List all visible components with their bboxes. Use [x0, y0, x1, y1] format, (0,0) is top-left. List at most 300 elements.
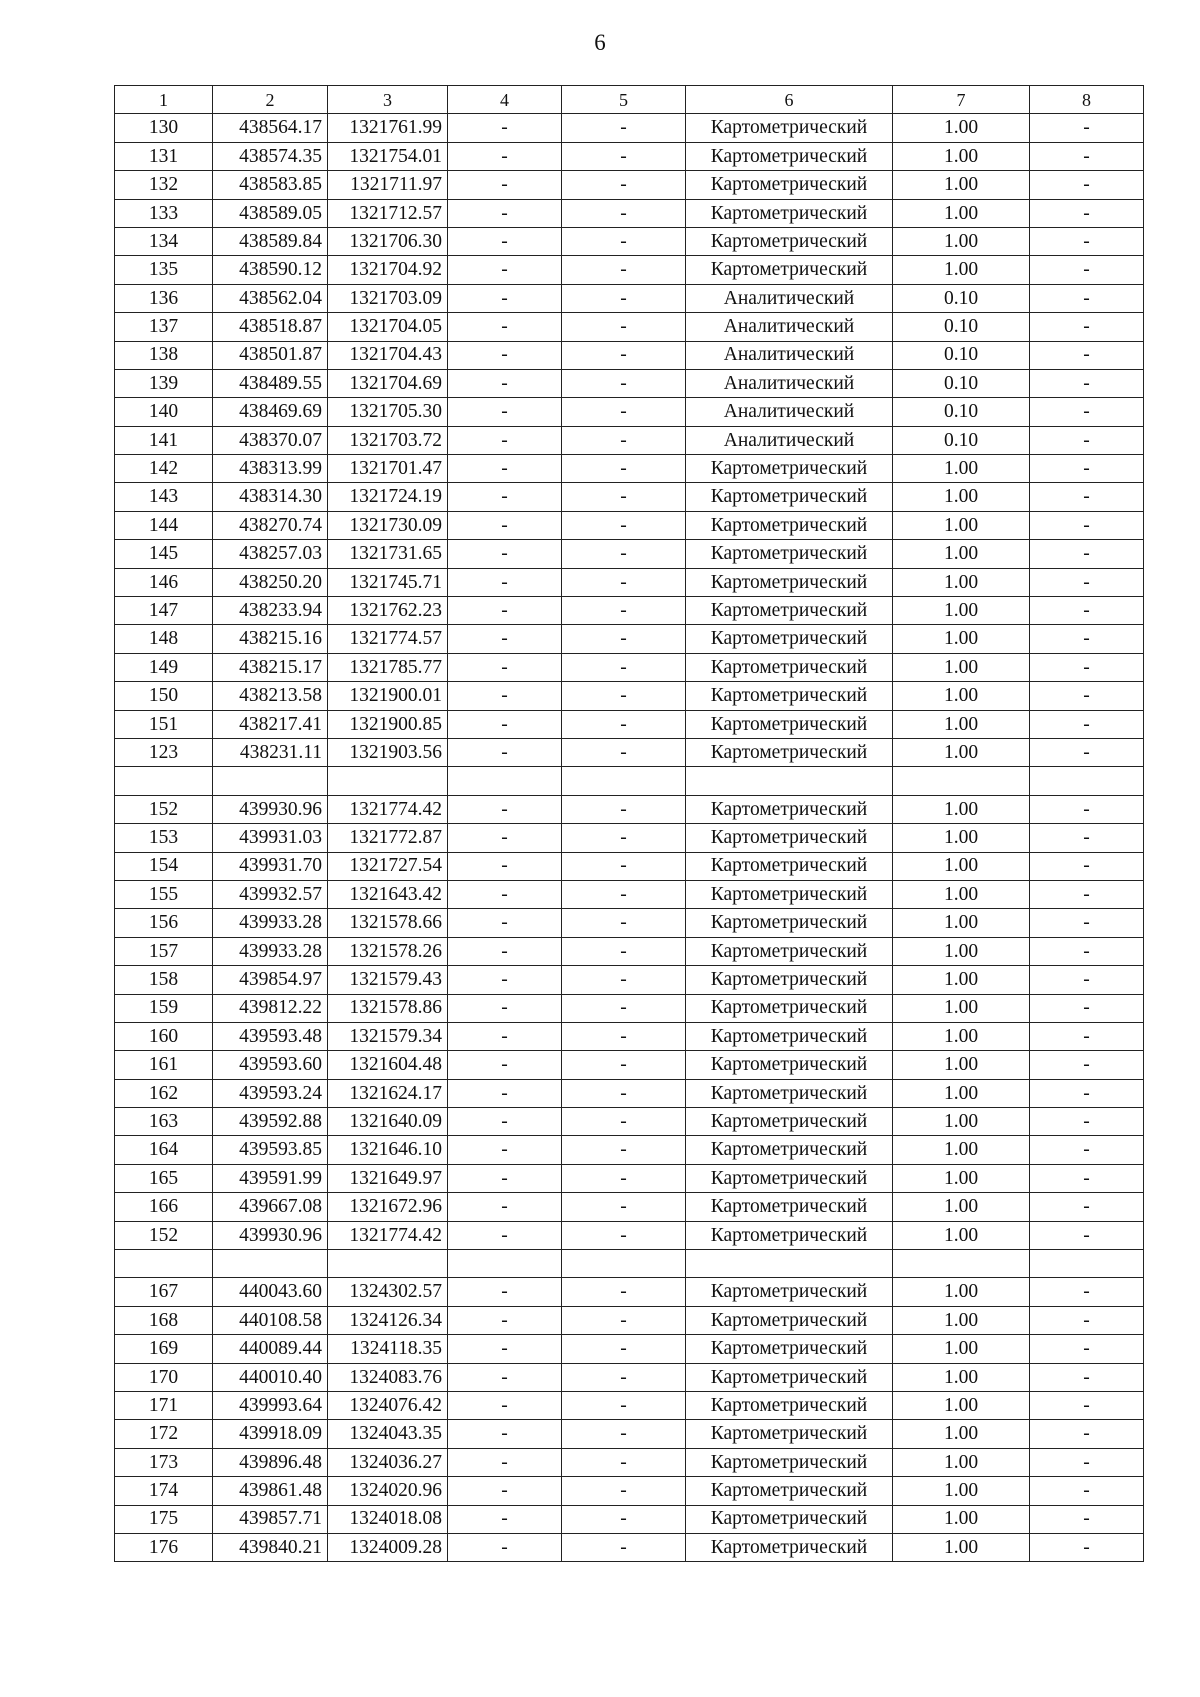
y-coordinate-cell: 1324126.34 — [328, 1306, 448, 1334]
table-row — [115, 398, 1144, 426]
col-5-cell: - — [562, 114, 686, 142]
table-row — [115, 852, 1144, 880]
col-4-cell: - — [448, 256, 562, 284]
point-number-cell: 176 — [115, 1533, 213, 1561]
table-row — [115, 369, 1144, 397]
x-coordinate-cell: 439593.85 — [213, 1136, 328, 1164]
col-4-cell: - — [448, 1391, 562, 1419]
method-cell — [686, 767, 893, 795]
col-8-cell: - — [1030, 1164, 1144, 1192]
col-8-cell: - — [1030, 341, 1144, 369]
method-cell: Картометрический — [686, 1533, 893, 1561]
method-cell: Картометрический — [686, 824, 893, 852]
x-coordinate-cell: 438370.07 — [213, 426, 328, 454]
accuracy-cell: 1.00 — [893, 1420, 1030, 1448]
point-number-cell — [115, 767, 213, 795]
method-cell: Картометрический — [686, 653, 893, 681]
col-4-cell: - — [448, 114, 562, 142]
y-coordinate-cell: 1321754.01 — [328, 142, 448, 170]
table-separator-row — [115, 767, 1144, 795]
y-coordinate-cell: 1324036.27 — [328, 1448, 448, 1476]
method-cell: Аналитический — [686, 341, 893, 369]
table-row — [115, 937, 1144, 965]
y-coordinate-cell: 1321727.54 — [328, 852, 448, 880]
col-5-cell: - — [562, 341, 686, 369]
col-5-cell: - — [562, 1108, 686, 1136]
method-cell: Картометрический — [686, 511, 893, 539]
table-row — [115, 171, 1144, 199]
col-8-cell: - — [1030, 1335, 1144, 1363]
method-cell: Картометрический — [686, 1164, 893, 1192]
y-coordinate-cell: 1321646.10 — [328, 1136, 448, 1164]
col-8-cell: - — [1030, 880, 1144, 908]
x-coordinate-cell: 438589.84 — [213, 227, 328, 255]
col-8-cell: - — [1030, 1221, 1144, 1249]
point-number-cell: 172 — [115, 1420, 213, 1448]
point-number-cell: 163 — [115, 1108, 213, 1136]
y-coordinate-cell: 1321704.92 — [328, 256, 448, 284]
method-cell: Картометрический — [686, 1108, 893, 1136]
x-coordinate-cell: 440089.44 — [213, 1335, 328, 1363]
y-coordinate-cell: 1321706.30 — [328, 227, 448, 255]
col-4-cell: - — [448, 1306, 562, 1334]
x-coordinate-cell: 438564.17 — [213, 114, 328, 142]
y-coordinate-cell: 1321900.85 — [328, 710, 448, 738]
col-5-cell: - — [562, 852, 686, 880]
table-row — [115, 1164, 1144, 1192]
accuracy-cell: 1.00 — [893, 1164, 1030, 1192]
y-coordinate-cell: 1321900.01 — [328, 682, 448, 710]
col-8-cell: - — [1030, 937, 1144, 965]
table-row — [115, 114, 1144, 142]
point-number-cell: 168 — [115, 1306, 213, 1334]
col-4-cell: - — [448, 710, 562, 738]
method-cell: Картометрический — [686, 1477, 893, 1505]
accuracy-cell — [893, 767, 1030, 795]
col-5-cell: - — [562, 483, 686, 511]
y-coordinate-cell: 1324018.08 — [328, 1505, 448, 1533]
table-row — [115, 1278, 1144, 1306]
accuracy-cell: 0.10 — [893, 313, 1030, 341]
col-5-cell: - — [562, 738, 686, 766]
col-5-cell — [562, 767, 686, 795]
x-coordinate-cell: 439918.09 — [213, 1420, 328, 1448]
table-separator-row — [115, 1250, 1144, 1278]
col-8-cell: - — [1030, 682, 1144, 710]
col-8-cell: - — [1030, 1505, 1144, 1533]
col-5-cell: - — [562, 824, 686, 852]
point-number-cell: 136 — [115, 284, 213, 312]
method-cell: Картометрический — [686, 710, 893, 738]
method-cell: Картометрический — [686, 114, 893, 142]
col-4-cell: - — [448, 1079, 562, 1107]
table-row — [115, 1363, 1144, 1391]
point-number-cell: 148 — [115, 625, 213, 653]
table-row — [115, 1448, 1144, 1476]
col-8-cell — [1030, 767, 1144, 795]
y-coordinate-cell: 1321712.57 — [328, 199, 448, 227]
accuracy-cell: 1.00 — [893, 1306, 1030, 1334]
x-coordinate-cell: 439861.48 — [213, 1477, 328, 1505]
x-coordinate-cell: 438313.99 — [213, 455, 328, 483]
point-number-cell: 149 — [115, 653, 213, 681]
accuracy-cell: 1.00 — [893, 1193, 1030, 1221]
col-8-cell: - — [1030, 455, 1144, 483]
table-row — [115, 1108, 1144, 1136]
x-coordinate-cell: 438270.74 — [213, 511, 328, 539]
point-number-cell: 154 — [115, 852, 213, 880]
table-row — [115, 738, 1144, 766]
accuracy-cell — [893, 1250, 1030, 1278]
col-5-cell: - — [562, 1335, 686, 1363]
method-cell: Картометрический — [686, 199, 893, 227]
x-coordinate-cell: 439592.88 — [213, 1108, 328, 1136]
col-4-cell: - — [448, 1051, 562, 1079]
point-number-cell: 138 — [115, 341, 213, 369]
x-coordinate-cell: 438250.20 — [213, 568, 328, 596]
accuracy-cell: 1.00 — [893, 1448, 1030, 1476]
method-cell: Картометрический — [686, 1221, 893, 1249]
col-8-cell: - — [1030, 1533, 1144, 1561]
method-cell: Картометрический — [686, 625, 893, 653]
accuracy-cell: 0.10 — [893, 284, 1030, 312]
col-8-cell: - — [1030, 597, 1144, 625]
point-number-cell: 173 — [115, 1448, 213, 1476]
point-number-cell: 152 — [115, 795, 213, 823]
col-4-cell: - — [448, 1136, 562, 1164]
accuracy-cell: 1.00 — [893, 1221, 1030, 1249]
x-coordinate-cell: 438257.03 — [213, 540, 328, 568]
x-coordinate-cell: 439931.70 — [213, 852, 328, 880]
point-number-cell: 150 — [115, 682, 213, 710]
y-coordinate-cell — [328, 767, 448, 795]
x-coordinate-cell: 438489.55 — [213, 369, 328, 397]
method-cell: Картометрический — [686, 994, 893, 1022]
y-coordinate-cell: 1321774.57 — [328, 625, 448, 653]
accuracy-cell: 1.00 — [893, 568, 1030, 596]
x-coordinate-cell: 440043.60 — [213, 1278, 328, 1306]
x-coordinate-cell: 439896.48 — [213, 1448, 328, 1476]
col-5-cell: - — [562, 653, 686, 681]
y-coordinate-cell: 1321703.09 — [328, 284, 448, 312]
col-4-cell: - — [448, 171, 562, 199]
point-number-cell: 157 — [115, 937, 213, 965]
accuracy-cell: 1.00 — [893, 1505, 1030, 1533]
method-cell: Картометрический — [686, 909, 893, 937]
method-cell: Картометрический — [686, 597, 893, 625]
y-coordinate-cell: 1321903.56 — [328, 738, 448, 766]
col-8-cell: - — [1030, 625, 1144, 653]
col-4-cell: - — [448, 455, 562, 483]
table-row — [115, 483, 1144, 511]
y-coordinate-cell: 1321774.42 — [328, 795, 448, 823]
col-8-cell: - — [1030, 1051, 1144, 1079]
accuracy-cell: 1.00 — [893, 966, 1030, 994]
accuracy-cell: 1.00 — [893, 597, 1030, 625]
point-number-cell: 142 — [115, 455, 213, 483]
col-4-cell: - — [448, 568, 562, 596]
y-coordinate-cell: 1321704.69 — [328, 369, 448, 397]
method-cell: Картометрический — [686, 1505, 893, 1533]
y-coordinate-cell: 1324076.42 — [328, 1391, 448, 1419]
col-4-cell: - — [448, 824, 562, 852]
col-4-cell: - — [448, 1278, 562, 1306]
table-row — [115, 625, 1144, 653]
y-coordinate-cell: 1324043.35 — [328, 1420, 448, 1448]
y-coordinate-cell: 1321643.42 — [328, 880, 448, 908]
col-5-cell: - — [562, 1448, 686, 1476]
y-coordinate-cell: 1321705.30 — [328, 398, 448, 426]
accuracy-cell: 1.00 — [893, 909, 1030, 937]
accuracy-cell: 1.00 — [893, 1051, 1030, 1079]
col-5-cell: - — [562, 1505, 686, 1533]
point-number-cell: 132 — [115, 171, 213, 199]
table-row — [115, 426, 1144, 454]
col-4-cell: - — [448, 227, 562, 255]
y-coordinate-cell: 1321649.97 — [328, 1164, 448, 1192]
accuracy-cell: 1.00 — [893, 710, 1030, 738]
point-number-cell: 161 — [115, 1051, 213, 1079]
col-5-cell: - — [562, 171, 686, 199]
table-row — [115, 1477, 1144, 1505]
y-coordinate-cell: 1321762.23 — [328, 597, 448, 625]
method-cell: Картометрический — [686, 568, 893, 596]
coordinates-table — [114, 85, 1144, 1562]
col-4-cell: - — [448, 426, 562, 454]
col-8-cell: - — [1030, 171, 1144, 199]
y-coordinate-cell: 1321579.34 — [328, 1022, 448, 1050]
col-4-cell: - — [448, 1477, 562, 1505]
method-cell: Картометрический — [686, 455, 893, 483]
col-8-cell: - — [1030, 540, 1144, 568]
x-coordinate-cell: 438469.69 — [213, 398, 328, 426]
table-row — [115, 256, 1144, 284]
col-8-cell — [1030, 1250, 1144, 1278]
col-5-cell: - — [562, 1420, 686, 1448]
point-number-cell — [115, 1250, 213, 1278]
method-cell: Картометрический — [686, 1051, 893, 1079]
accuracy-cell: 1.00 — [893, 199, 1030, 227]
table-row — [115, 455, 1144, 483]
x-coordinate-cell: 439591.99 — [213, 1164, 328, 1192]
col-5-cell: - — [562, 1306, 686, 1334]
col-4-cell — [448, 767, 562, 795]
x-coordinate-cell: 438233.94 — [213, 597, 328, 625]
col-4-cell: - — [448, 142, 562, 170]
col-4-cell: - — [448, 1022, 562, 1050]
accuracy-cell: 1.00 — [893, 795, 1030, 823]
x-coordinate-cell: 438215.17 — [213, 653, 328, 681]
table-row — [115, 199, 1144, 227]
table-row — [115, 1079, 1144, 1107]
col-4-cell: - — [448, 369, 562, 397]
y-coordinate-cell: 1324302.57 — [328, 1278, 448, 1306]
accuracy-cell: 1.00 — [893, 1079, 1030, 1107]
col-8-cell: - — [1030, 369, 1144, 397]
table-row — [115, 1193, 1144, 1221]
y-coordinate-cell: 1321703.72 — [328, 426, 448, 454]
y-coordinate-cell: 1321704.05 — [328, 313, 448, 341]
col-8-cell: - — [1030, 1420, 1144, 1448]
table-row — [115, 1420, 1144, 1448]
col-5-cell: - — [562, 511, 686, 539]
accuracy-cell: 1.00 — [893, 483, 1030, 511]
accuracy-cell: 0.10 — [893, 398, 1030, 426]
x-coordinate-cell: 439593.48 — [213, 1022, 328, 1050]
col-4-cell: - — [448, 1505, 562, 1533]
method-cell: Картометрический — [686, 682, 893, 710]
page-number: 6 — [594, 30, 606, 55]
x-coordinate-cell: 438590.12 — [213, 256, 328, 284]
col-8-cell: - — [1030, 426, 1144, 454]
y-coordinate-cell: 1321704.43 — [328, 341, 448, 369]
method-cell: Аналитический — [686, 426, 893, 454]
col-5-cell: - — [562, 795, 686, 823]
point-number-cell: 165 — [115, 1164, 213, 1192]
header-cell-5: 5 — [562, 86, 686, 114]
col-8-cell: - — [1030, 795, 1144, 823]
col-8-cell: - — [1030, 1108, 1144, 1136]
col-8-cell: - — [1030, 483, 1144, 511]
table-row — [115, 824, 1144, 852]
accuracy-cell: 1.00 — [893, 738, 1030, 766]
point-number-cell: 167 — [115, 1278, 213, 1306]
col-8-cell: - — [1030, 1477, 1144, 1505]
point-number-cell: 151 — [115, 710, 213, 738]
table-body — [115, 86, 1144, 1562]
col-5-cell: - — [562, 256, 686, 284]
point-number-cell: 145 — [115, 540, 213, 568]
col-8-cell: - — [1030, 1079, 1144, 1107]
x-coordinate-cell: 439840.21 — [213, 1533, 328, 1561]
col-8-cell: - — [1030, 966, 1144, 994]
accuracy-cell: 1.00 — [893, 227, 1030, 255]
col-5-cell: - — [562, 710, 686, 738]
accuracy-cell: 1.00 — [893, 1335, 1030, 1363]
col-5-cell: - — [562, 880, 686, 908]
col-5-cell: - — [562, 1079, 686, 1107]
accuracy-cell: 1.00 — [893, 824, 1030, 852]
x-coordinate-cell: 438589.05 — [213, 199, 328, 227]
table-row — [115, 1391, 1144, 1419]
col-4-cell: - — [448, 994, 562, 1022]
header-cell-3: 3 — [328, 86, 448, 114]
col-5-cell: - — [562, 313, 686, 341]
col-5-cell: - — [562, 568, 686, 596]
accuracy-cell: 1.00 — [893, 994, 1030, 1022]
col-8-cell: - — [1030, 994, 1144, 1022]
col-4-cell: - — [448, 966, 562, 994]
x-coordinate-cell: 438213.58 — [213, 682, 328, 710]
header-cell-7: 7 — [893, 86, 1030, 114]
method-cell: Аналитический — [686, 313, 893, 341]
col-4-cell: - — [448, 483, 562, 511]
col-8-cell: - — [1030, 1391, 1144, 1419]
method-cell: Картометрический — [686, 540, 893, 568]
point-number-cell: 139 — [115, 369, 213, 397]
col-5-cell: - — [562, 1136, 686, 1164]
col-4-cell: - — [448, 398, 562, 426]
accuracy-cell: 1.00 — [893, 1022, 1030, 1050]
y-coordinate-cell: 1321624.17 — [328, 1079, 448, 1107]
table-row — [115, 1505, 1144, 1533]
col-5-cell: - — [562, 1363, 686, 1391]
col-8-cell: - — [1030, 1306, 1144, 1334]
accuracy-cell: 1.00 — [893, 653, 1030, 681]
point-number-cell: 146 — [115, 568, 213, 596]
y-coordinate-cell: 1321761.99 — [328, 114, 448, 142]
col-8-cell: - — [1030, 313, 1144, 341]
method-cell: Картометрический — [686, 1335, 893, 1363]
table-row — [115, 682, 1144, 710]
x-coordinate-cell: 439812.22 — [213, 994, 328, 1022]
y-coordinate-cell: 1321772.87 — [328, 824, 448, 852]
col-5-cell: - — [562, 937, 686, 965]
col-8-cell: - — [1030, 227, 1144, 255]
x-coordinate-cell: 439931.03 — [213, 824, 328, 852]
col-5-cell — [562, 1250, 686, 1278]
method-cell: Картометрический — [686, 1363, 893, 1391]
table-row — [115, 597, 1144, 625]
col-5-cell: - — [562, 1051, 686, 1079]
x-coordinate-cell: 438217.41 — [213, 710, 328, 738]
col-5-cell: - — [562, 1221, 686, 1249]
table-row — [115, 142, 1144, 170]
col-5-cell: - — [562, 426, 686, 454]
method-cell: Картометрический — [686, 1079, 893, 1107]
x-coordinate-cell: 438518.87 — [213, 313, 328, 341]
col-4-cell: - — [448, 284, 562, 312]
col-8-cell: - — [1030, 1363, 1144, 1391]
x-coordinate-cell: 439933.28 — [213, 937, 328, 965]
accuracy-cell: 1.00 — [893, 540, 1030, 568]
table-row — [115, 1533, 1144, 1561]
method-cell: Картометрический — [686, 1448, 893, 1476]
x-coordinate-cell: 438562.04 — [213, 284, 328, 312]
method-cell: Картометрический — [686, 1136, 893, 1164]
col-4-cell: - — [448, 511, 562, 539]
y-coordinate-cell: 1321745.71 — [328, 568, 448, 596]
point-number-cell: 156 — [115, 909, 213, 937]
col-4-cell: - — [448, 597, 562, 625]
col-8-cell: - — [1030, 1448, 1144, 1476]
table-row — [115, 1335, 1144, 1363]
x-coordinate-cell: 439932.57 — [213, 880, 328, 908]
method-cell: Картометрический — [686, 483, 893, 511]
col-8-cell: - — [1030, 824, 1144, 852]
accuracy-cell: 1.00 — [893, 880, 1030, 908]
x-coordinate-cell: 439857.71 — [213, 1505, 328, 1533]
col-8-cell: - — [1030, 1022, 1144, 1050]
accuracy-cell: 0.10 — [893, 426, 1030, 454]
y-coordinate-cell: 1321701.47 — [328, 455, 448, 483]
x-coordinate-cell: 439593.60 — [213, 1051, 328, 1079]
y-coordinate-cell: 1321640.09 — [328, 1108, 448, 1136]
col-5-cell: - — [562, 227, 686, 255]
table-row — [115, 511, 1144, 539]
table-row — [115, 795, 1144, 823]
method-cell: Картометрический — [686, 1193, 893, 1221]
x-coordinate-cell — [213, 767, 328, 795]
method-cell: Картометрический — [686, 880, 893, 908]
col-5-cell: - — [562, 369, 686, 397]
col-5-cell: - — [562, 909, 686, 937]
method-cell: Картометрический — [686, 1306, 893, 1334]
y-coordinate-cell: 1321604.48 — [328, 1051, 448, 1079]
table-row — [115, 653, 1144, 681]
col-8-cell: - — [1030, 114, 1144, 142]
point-number-cell: 131 — [115, 142, 213, 170]
